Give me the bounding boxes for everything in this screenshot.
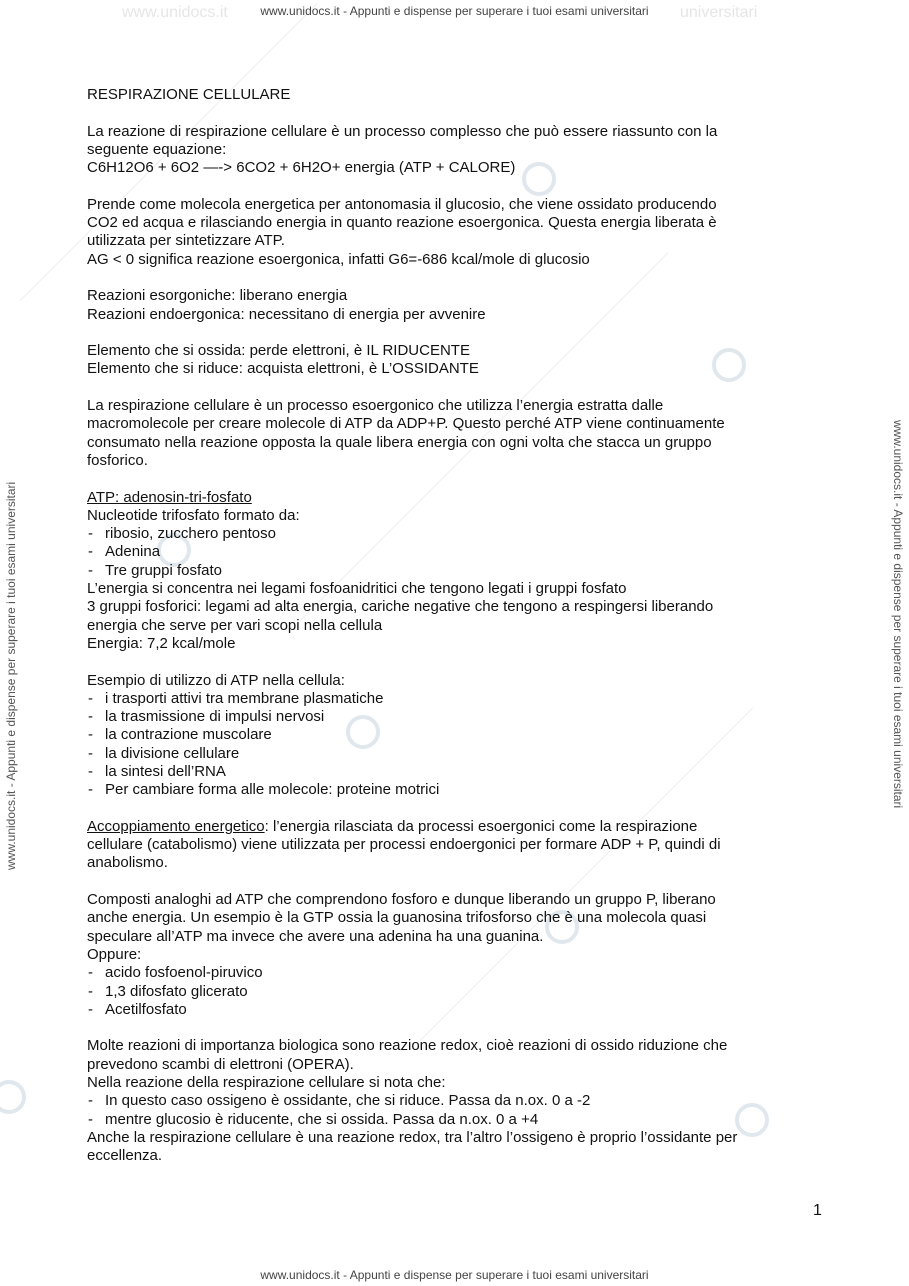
paragraph-line: anabolismo. — [87, 854, 168, 872]
definition-endoergonic: Reazioni endoergonica: necessitano di energia per avvenire — [87, 305, 486, 323]
list-item: - acido fosfoenol-piruvico — [87, 964, 827, 982]
document-title: RESPIRAZIONE CELLULARE — [87, 86, 291, 103]
paragraph-line: CO2 ed acqua e rilasciando energia in quanto reazione esoergonica. Questa energia liberata è — [87, 214, 717, 232]
list-item: - i trasporti attivi tra membrane plasmatiche — [87, 690, 827, 708]
watermark-ghost-left: www.unidocs.it — [122, 4, 228, 21]
paragraph-line: Molte reazioni di importanza biologica sono reazione redox, cioè reazioni di ossido riduzione che — [87, 1037, 728, 1055]
coupling-text: : l’energia rilasciata da processi esoergonici come la respirazione — [264, 817, 698, 835]
paragraph-line: Prende come molecola energetica per antonomasia il glucosio, che viene ossidato producendo — [87, 195, 717, 213]
list-item: - In questo caso ossigeno è ossidante, che si riduce. Passa da n.ox. 0 a -2 — [87, 1092, 827, 1110]
paragraph-line: Anche la respirazione cellulare è una reazione redox, tra l’altro l’ossigeno è proprio l’ossidante per — [87, 1128, 738, 1146]
definition-reduced: Elemento che si riduce: acquista elettroni, è L’OSSIDANTE — [87, 360, 479, 378]
paragraph-line: speculare all’ATP ma invece che avere una adenina ha una guanina. — [87, 927, 544, 945]
atp-analogs-list — [87, 964, 827, 1019]
list-item: - Tre gruppi fosfato — [87, 562, 827, 580]
list-item: - mentre glucosio è riducente, che si ossida. Passa da n.ox. 0 a +4 — [87, 1111, 827, 1129]
list-item: - la sintesi dell’RNA — [87, 763, 827, 781]
paragraph-line: anche energia. Un esempio è la GTP ossia la guanosina trifosforso che è una molecola quasi — [87, 909, 707, 927]
paragraph-line: eccellenza. — [87, 1147, 163, 1165]
list-item: - la divisione cellulare — [87, 745, 827, 763]
watermark-ghost-right: universitari — [680, 4, 758, 21]
paragraph-line: AG < 0 significa reazione esoergonica, infatti G6=-686 kcal/mole di glucosio — [87, 250, 590, 268]
definition-exoergonic: Reazioni esorgoniche: liberano energia — [87, 287, 348, 305]
paragraph-line — [87, 818, 827, 836]
document-body — [87, 86, 827, 1166]
list-item: - la contrazione muscolare — [87, 726, 827, 744]
list-item: - Per cambiare forma alle molecole: proteine motrici — [87, 781, 827, 799]
right-side-watermark: www.unidocs.it - Appunti e dispense per superare i tuoi esami universitari — [891, 420, 905, 809]
redox-list — [87, 1092, 827, 1129]
paragraph-line: La respirazione cellulare è un processo esoergonico che utilizza l’energia estratta dalle — [87, 397, 664, 415]
paragraph-line: utilizzata per sintetizzare ATP. — [87, 232, 285, 250]
list-item: - ribosio, zucchero pentoso — [87, 525, 827, 543]
paragraph-line: 3 gruppi fosforici: legami ad alta energia, cariche negative che tengono a respingersi liberando — [87, 598, 714, 616]
atp-components-list — [87, 525, 827, 580]
definition-oxidized: Elemento che si ossida: perde elettroni, è IL RIDUCENTE — [87, 342, 470, 360]
list-item: - 1,3 difosfato glicerato — [87, 983, 827, 1001]
list-item: - Adenina — [87, 543, 827, 561]
paragraph-line: L’energia si concentra nei legami fosfoanidritici che tengono legati i gruppi fosfato — [87, 580, 627, 598]
atp-uses-list — [87, 690, 827, 800]
left-side-watermark: www.unidocs.it - Appunti e dispense per superare i tuoi esami universitari — [4, 481, 18, 870]
paragraph-line: Nella reazione della respirazione cellulare si nota che: — [87, 1074, 446, 1092]
section-heading-atp: ATP: adenosin-tri-fosfato — [87, 488, 252, 506]
paragraph-line: energia che serve per vari scopi nella cellula — [87, 616, 383, 634]
paragraph-line: fosforico. — [87, 451, 148, 469]
intro-line: La reazione di respirazione cellulare è un processo complesso che può essere riassunto con la — [87, 122, 718, 140]
footer-watermark: www.unidocs.it - Appunti e dispense per superare i tuoi esami universitari — [260, 1268, 649, 1282]
paragraph-line: Nucleotide trifosfato formato da: — [87, 506, 300, 524]
paragraph-line: Oppure: — [87, 945, 142, 963]
paragraph-line: macromolecole per creare molecole di ATP da ADP+P. Questo perché ATP viene continuamente — [87, 415, 725, 433]
list-item: - la trasmissione di impulsi nervosi — [87, 708, 827, 726]
intro-line: seguente equazione: — [87, 140, 227, 158]
watermark-logo-icon — [0, 1080, 26, 1114]
paragraph-line: consumato nella reazione opposta la quale libera energia con ogni volta che stacca un gruppo — [87, 433, 712, 451]
paragraph-line: Composti analoghi ad ATP che comprendono fosforo e dunque liberando un gruppo P, liberano — [87, 891, 716, 909]
paragraph-line: cellulare (catabolismo) viene utilizzata per processi endoergonici per formare ADP + P, quindi di — [87, 836, 721, 854]
paragraph-line: prevedono scambi di elettroni (OPERA). — [87, 1055, 354, 1073]
reaction-equation: C6H12O6 + 6O2 —-> 6CO2 + 6H2O+ energia (ATP + CALORE) — [87, 159, 516, 177]
header-watermark: www.unidocs.it - Appunti e dispense per superare i tuoi esami universitari — [260, 4, 649, 18]
term-energetic-coupling: Accoppiamento energetico — [87, 817, 265, 835]
list-item: - Acetilfosfato — [87, 1001, 827, 1019]
paragraph-line: Esempio di utilizzo di ATP nella cellula: — [87, 671, 345, 689]
atp-energy-value: Energia: 7,2 kcal/mole — [87, 634, 236, 652]
page-number: 1 — [813, 1202, 822, 1219]
